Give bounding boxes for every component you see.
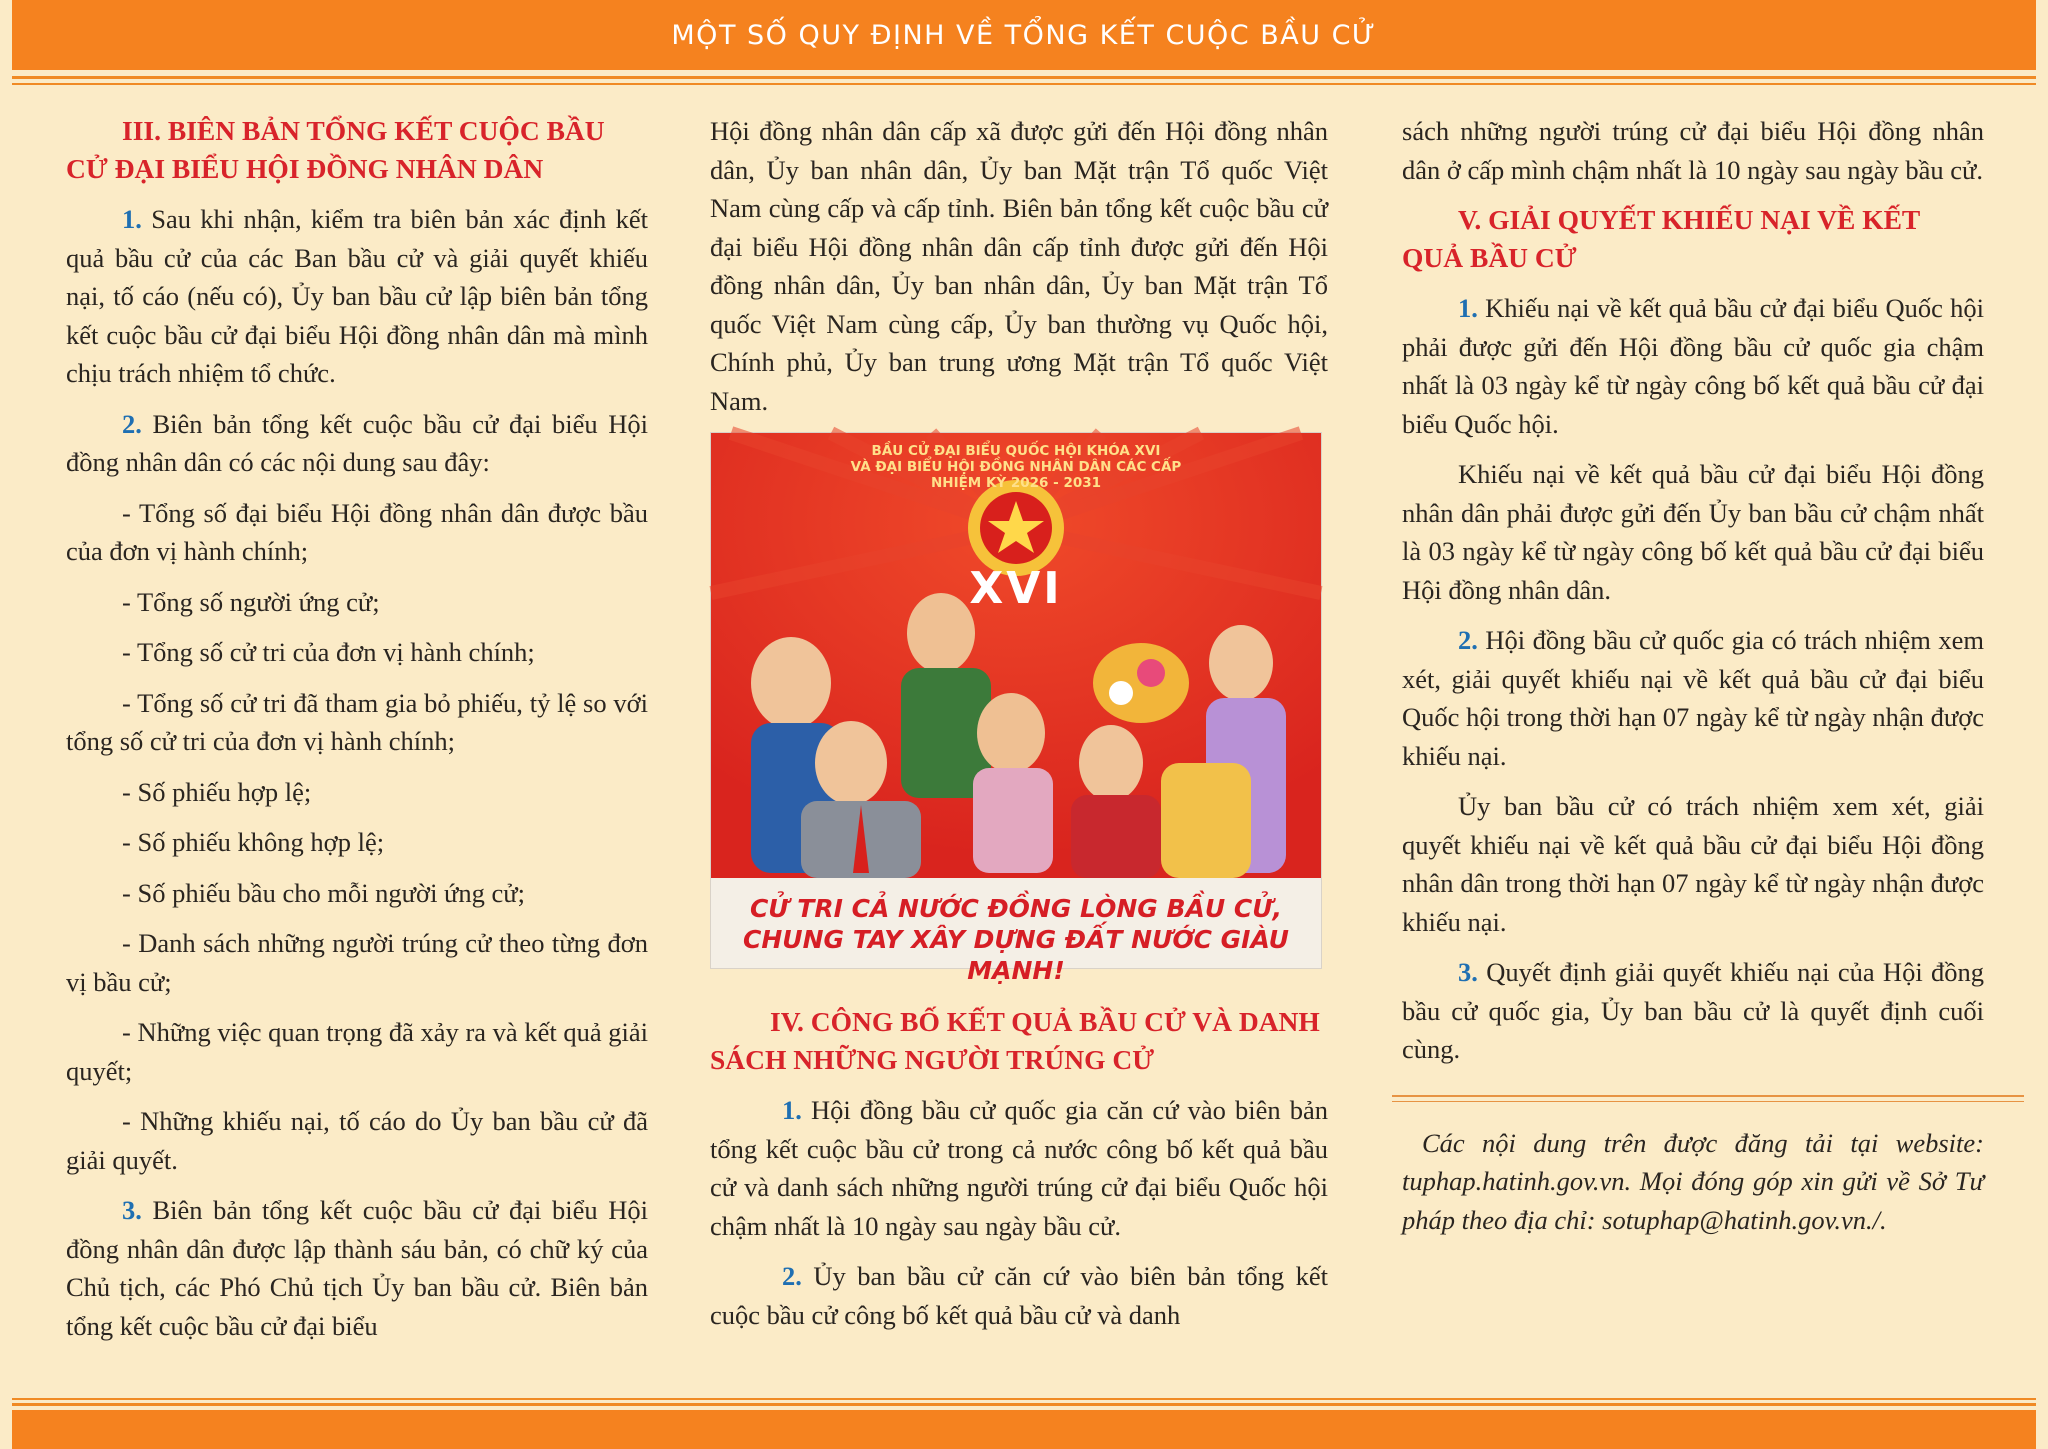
page-title: MỘT SỐ QUY ĐỊNH VỀ TỔNG KẾT CUỘC BẦU CỬ xyxy=(671,19,1377,51)
list-item: - Tổng số người ứng cử; xyxy=(122,586,380,617)
list-item: - Số phiếu bầu cho mỗi người ứng cử; xyxy=(122,877,526,908)
column-3 xyxy=(1402,112,1984,1251)
section-v-para-1: 1. Khiếu nại về kết quả bầu cử đại biểu Quốc hội phải được gửi đến Hội đồng bầu cử quốc gia chậm nhất là 03 ngày kể từ ngày công bố kết quả bầu cử đại biểu Quốc hội. xyxy=(1402,293,1984,439)
section-v-para-1b: Khiếu nại về kết quả bầu cử đại biểu Hội đồng nhân dân phải được gửi đến Ủy ban bầu cử chậm nhất là 03 ngày kể từ ngày công bố kết quả bầu cử đại biểu Hội đồng nhân dân. xyxy=(1402,459,1984,605)
header-rule-thin xyxy=(12,83,2036,85)
item-number: 2. xyxy=(782,1261,802,1291)
poster-slogan: CỬ TRI CẢ NƯỚC ĐỒNG LÒNG BẦU CỬ, CHUNG TAY XÂY DỰNG ĐẤT NƯỚC GIÀU MẠNH! xyxy=(743,894,1289,985)
column-2 xyxy=(710,112,1328,1346)
item-number: 1. xyxy=(782,1095,802,1125)
item-number: 3. xyxy=(1458,957,1478,987)
item-number: 1. xyxy=(122,204,142,234)
section-v-para-2b: Ủy ban bầu cử có trách nhiệm xem xét, giải quyết khiếu nại về kết quả bầu cử đại biểu Hội đồng nhân dân trong thời hạn 07 ngày kể từ ngày nhận được khiếu nại. xyxy=(1402,791,1984,937)
section-iii-para-1: 1. Sau khi nhận, kiểm tra biên bản xác định kết quả bầu cử của các Ban bầu cử và giải quyết khiếu nại, tố cáo (nếu có), Ủy ban bầu cử lập biên bản tổng kết cuộc bầu cử đại biểu Hội đồng nhân dân mà mình chịu trách nhiệm tổ chức. xyxy=(66,204,648,388)
section-iv-para-2: 2. Ủy ban bầu cử căn cứ vào biên bản tổng kết cuộc bầu cử công bố kết quả bầu cử và danh xyxy=(710,1261,1328,1330)
list-item: - Danh sách những người trúng cử theo từng đơn vị bầu cử; xyxy=(66,928,648,997)
list-item: - Tổng số đại biểu Hội đồng nhân dân được bầu của đơn vị hành chính; xyxy=(66,497,648,566)
list-item: - Tổng số cử tri của đơn vị hành chính; xyxy=(122,637,535,667)
item-number: 1. xyxy=(1458,293,1478,323)
list-item: - Tổng số cử tri đã tham gia bỏ phiếu, tỷ lệ so với tổng số cử tri của đơn vị hành chính; xyxy=(66,687,648,756)
section-iii-para-2: 2. Biên bản tổng kết cuộc bầu cử đại biểu Hội đồng nhân dân có các nội dung sau đây: xyxy=(66,408,648,477)
item-number: 3. xyxy=(122,1195,142,1225)
item-number: 2. xyxy=(122,408,142,439)
list-item: - Số phiếu hợp lệ; xyxy=(122,776,312,807)
section-iv-para-1: 1. Hội đồng bầu cử quốc gia căn cứ vào biên bản tổng kết cuộc bầu cử trong cả nước công bố kết quả bầu cử và danh sách những người trúng cử đại biểu Quốc hội chậm nhất là 10 ngày sau ngày bầu cử. xyxy=(710,1095,1328,1241)
footer-rule xyxy=(12,1403,2036,1406)
header-banner xyxy=(12,0,2036,70)
footer-rule-thin xyxy=(12,1398,2036,1400)
list-item: - Những việc quan trọng đã xảy ra và kết quả giải quyết; xyxy=(66,1017,648,1086)
section-iii-para-3: 3. Biên bản tổng kết cuộc bầu cử đại biểu Hội đồng nhân dân được lập thành sáu bản, có chữ ký của Chủ tịch, các Phó Chủ tịch Ủy ban bầu cử. Biên bản tổng kết cuộc bầu cử đại biểu xyxy=(66,1195,648,1341)
list-item: - Những khiếu nại, tố cáo do Ủy ban bầu cử đã giải quyết. xyxy=(66,1106,648,1175)
poster-roman-numeral: XVI xyxy=(969,563,1063,614)
section-v-para-3: 3. Quyết định giải quyết khiếu nại của Hội đồng bầu cử quốc gia, Ủy ban bầu cử là quyết định cuối cùng. xyxy=(1402,957,1984,1064)
section-iii-heading: III. BIÊN BẢN TỔNG KẾT CUỘC BẦU CỬ ĐẠI BIỂU HỘI ĐỒNG NHÂN DÂN xyxy=(66,115,605,184)
poster-top-text: BẦU CỬ ĐẠI BIỂU QUỐC HỘI KHÓA XVI VÀ ĐẠI BIỂU HỘI ĐỒNG NHÂN DÂN CÁC CẤP NHIỆM KỲ 2026 - 2031 xyxy=(850,443,1182,491)
section-v-heading: V. GIẢI QUYẾT KHIẾU NẠI VỀ KẾT QUẢ BẦU CỬ xyxy=(1402,204,1920,273)
item-number: 2. xyxy=(1458,625,1478,655)
footer-banner xyxy=(12,1410,2036,1449)
continued-paragraph: Hội đồng nhân dân cấp xã được gửi đến Hội đồng nhân dân, Ủy ban nhân dân, Ủy ban Mặt trận Tổ quốc Việt Nam cùng cấp và cấp tỉnh. Biên bản tổng kết cuộc bầu cử đại biểu Hội đồng nhân dân cấp tỉnh được gửi đến Hội đồng nhân dân, Ủy ban nhân dân, Ủy ban Mặt trận Tổ quốc Việt Nam cùng cấp, Ủy ban thường vụ Quốc hội, Chính phủ, Ủy ban trung ương Mặt trận Tổ quốc Việt Nam. xyxy=(710,116,1328,416)
divider xyxy=(1392,1095,2024,1102)
election-poster xyxy=(710,432,1322,985)
column-1 xyxy=(66,112,648,1357)
section-iv-heading: IV. CÔNG BỐ KẾT QUẢ BẦU CỬ VÀ DANH SÁCH NHỮNG NGƯỜI TRÚNG CỬ xyxy=(710,1006,1320,1075)
header-rule xyxy=(12,76,2036,79)
poster-illustration-icon xyxy=(711,433,1321,968)
continued-paragraph: sách những người trúng cử đại biểu Hội đồng nhân dân ở cấp mình chậm nhất là 10 ngày sau ngày bầu cử. xyxy=(1402,116,1984,185)
section-v-para-2: 2. Hội đồng bầu cử quốc gia có trách nhiệm xem xét, giải quyết khiếu nại về kết quả bầu cử đại biểu Quốc hội trong thời hạn 07 ngày kể từ ngày nhận được khiếu nại. xyxy=(1402,625,1984,771)
contact-note: Các nội dung trên được đăng tải tại website: tuphap.hatinh.gov.vn. Mọi đóng góp xin gửi về Sở Tư pháp theo địa chỉ: sotuphap@hatinh.gov.vn./. xyxy=(1402,1127,1984,1235)
list-item: - Số phiếu không hợp lệ; xyxy=(122,827,385,857)
